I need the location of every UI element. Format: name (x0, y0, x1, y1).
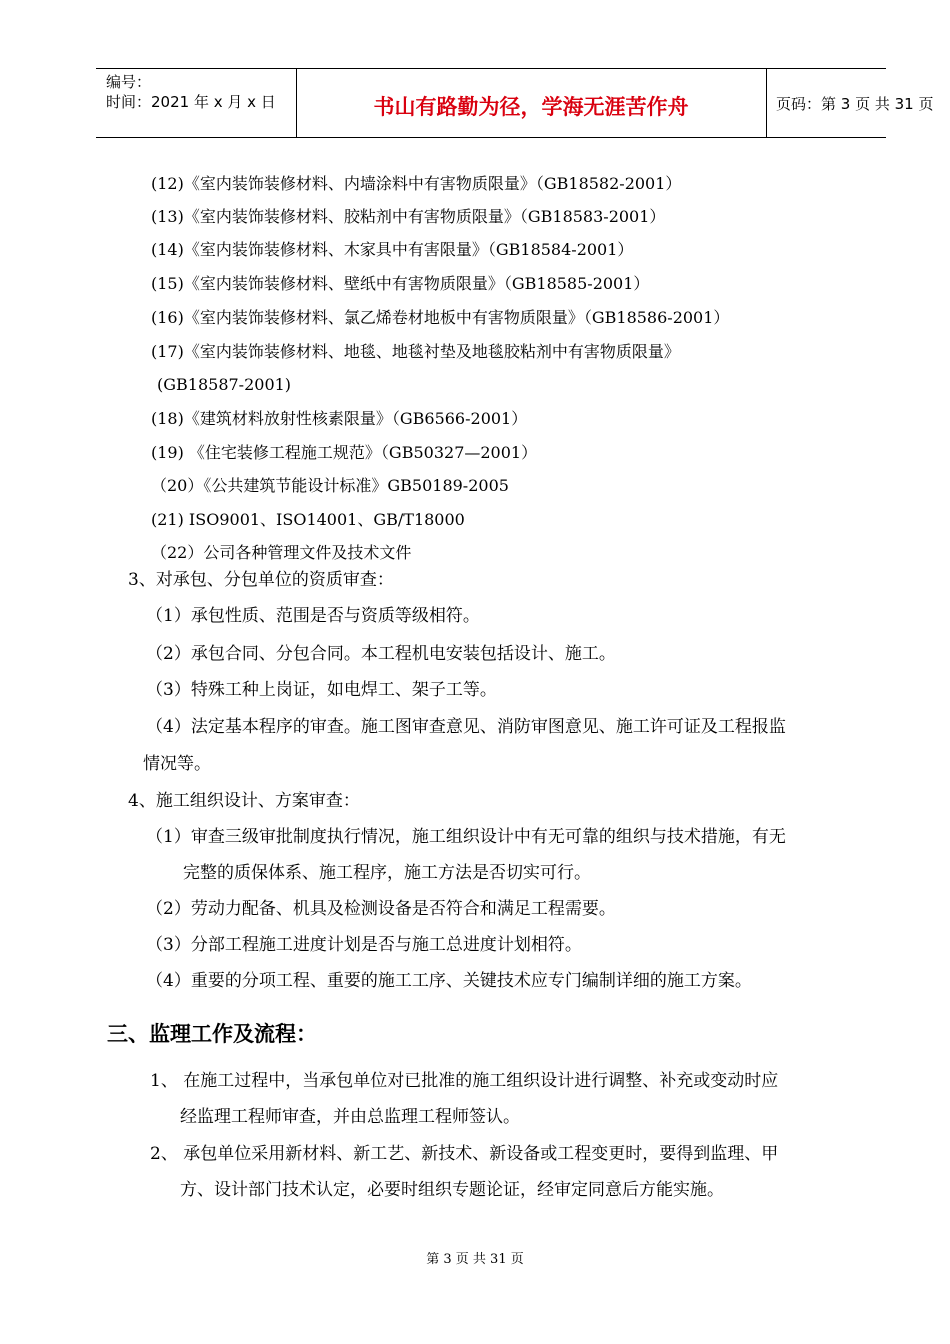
section-title: 4、施工组织设计、方案审查： (128, 791, 360, 811)
section-item: 完整的质保体系、施工程序，施工方法是否切实可行。 (183, 863, 591, 883)
standard-item: （22）公司各种管理文件及技术文件 (151, 543, 412, 562)
standard-item: (15)《室内装饰装修材料、壁纸中有害物质限量》（GB18585-2001） (151, 274, 650, 293)
header-right-cell (766, 69, 934, 137)
part-item: 方、设计部门技术认定，必要时组织专题论证，经审定同意后方能实施。 (180, 1180, 724, 1200)
standard-item: (13)《室内装饰装修材料、胶粘剂中有害物质限量》（GB18583-2001） (151, 207, 666, 226)
standard-item: (12)《室内装饰装修材料、内墙涂料中有害物质限量》（GB18582-2001） (151, 174, 682, 193)
standard-item: （20）《公共建筑节能设计标准》GB50189-2005 (151, 476, 509, 495)
page-footer: 第 3 页 共 31 页 (426, 1252, 524, 1267)
standard-item: (GB18587-2001) (157, 375, 292, 394)
part-item: 经监理工程师审查，并由总监理工程师签认。 (180, 1107, 520, 1127)
section-item: （4）法定基本程序的审查。施工图审查意见、消防审图意见、施工许可证及工程报监 (146, 717, 786, 737)
section-title: 3、对承包、分包单位的资质审查： (128, 570, 394, 590)
header-motto: 书山有路勤为径，学海无涯苦作舟 (373, 95, 689, 119)
section-item: （1）审查三级审批制度执行情况，施工组织设计中有无可靠的组织与技术措施，有无 (146, 827, 786, 847)
header-motto-cell (296, 69, 767, 137)
standard-item: (16)《室内装饰装修材料、氯乙烯卷材地板中有害物质限量》（GB18586-2001） (151, 308, 730, 327)
standard-item: (19) 《住宅装修工程施工规范》（GB50327—2001） (151, 443, 538, 462)
standard-item: (14)《室内装饰装修材料、木家具中有害限量》（GB18584-2001） (151, 240, 634, 259)
header-page-label: 页码：第 3 页 共 31 页 (776, 95, 934, 113)
section-item: （1）承包性质、范围是否与资质等级相符。 (146, 606, 480, 626)
section-item: （3）分部工程施工进度计划是否与施工总进度计划相符。 (146, 935, 582, 955)
header-left-cell (96, 69, 297, 137)
part-item: 1、 在施工过程中，当承包单位对已批准的施工组织设计进行调整、补充或变动时应 (150, 1071, 779, 1091)
section-item: （2）承包合同、分包合同。本工程机电安装包括设计、施工。 (146, 644, 616, 664)
standard-item: (21) ISO9001、ISO14001、GB/T18000 (151, 510, 465, 529)
section-item: （4）重要的分项工程、重要的施工工序、关键技术应专门编制详细的施工方案。 (146, 971, 752, 991)
document-time-label: 时间：2021 年 x 月 x 日 (106, 93, 276, 111)
section-item: （3）特殊工种上岗证，如电焊工、架子工等。 (146, 680, 497, 700)
document-number-label: 编号： (106, 73, 152, 91)
page-header (96, 68, 934, 138)
part-heading: 三、监理工作及流程： (107, 1022, 317, 1046)
section-item: （2）劳动力配备、机具及检测设备是否符合和满足工程需要。 (146, 899, 616, 919)
standard-item: (17)《室内装饰装修材料、地毯、地毯衬垫及地毯胶粘剂中有害物质限量》 (151, 342, 680, 361)
section-item: 情况等。 (143, 754, 211, 774)
standard-item: (18)《建筑材料放射性核素限量》（GB6566-2001） (151, 409, 528, 428)
part-item: 2、 承包单位采用新材料、新工艺、新技术、新设备或工程变更时，要得到监理、甲 (150, 1144, 779, 1164)
